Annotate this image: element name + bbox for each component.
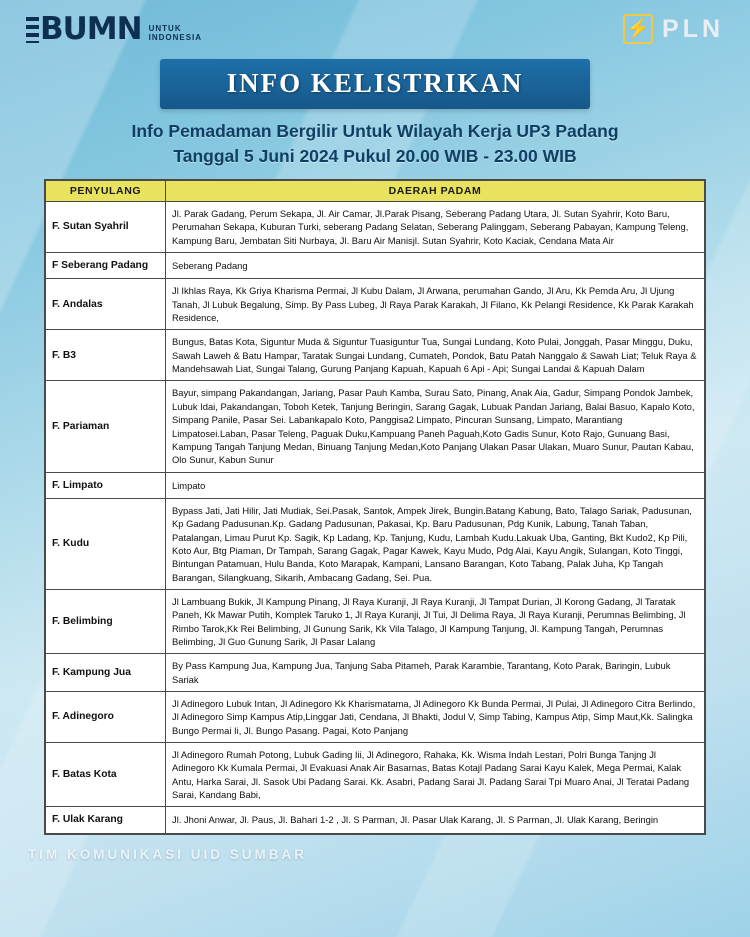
cell-daerah: Jl Adinegoro Rumah Potong, Lubuk Gading Iii, Jl Adinegoro, Rahaka, Kk. Wisma Indah Lestari, Polri Bunga Tanjng Jl Adinegoro Kk Kumala Permai, Jl Evakuasi Anak Air Basarnas, Batas Kotajl Padang Sarai Kayu Kalek, Mega Permai, Kalak Antu, Harka Sarai, Jl. Sasok Ubi Padang Sarai. Kk. Asabri, Padang Sarai Jl. Padang Sarai Tpi Muaro Anai, Jl Teratai Padang Sarai, Kandang Babi, <box>166 743 705 807</box>
bumn-tagline-line1: UNTUK <box>148 23 182 33</box>
cell-penyulang: F. Limpato <box>46 472 166 498</box>
bumn-wordmark <box>26 11 142 47</box>
table-row <box>46 807 705 833</box>
page-title: INFO KELISTRIKAN <box>226 68 524 98</box>
subtitle-block <box>0 121 750 167</box>
table-row <box>46 202 705 253</box>
table-row <box>46 472 705 498</box>
pln-logo <box>623 14 724 44</box>
cell-daerah: Bayur, simpang Pakandangan, Jariang, Pasar Pauh Kamba, Surau Sato, Pinang, Anak Aia, Gadur, Simpang Pondok Jambek, Lubuk Idai, Pakandangan, Toboh Ketek, Tanjung Beringin, Sarang Gagak, Lubuak Pandan Jariang, Balai Basuo, Kapalo Koto, Simpang Panile, Pasar Sei. Labankapalo Koto, Panggisa2 Limpato, Pincuran Sunsang, Limpato, Marantiang Limpatosei.Laban, Pasar Teleng, Paguak Duku,Kampuang Paneh Paguah,Koto Gadis Sunur, Koto Rajo, Gunuang Basi, Kampung Tangah Tanjung Medan, Binuang Tanjung Medan,Koto Panjang Ulakan Pasar Ulakan, Muaro Sunur, Pautan Kabau, Olo Sunur, Kabun Sunur <box>166 381 705 472</box>
bumn-bars-icon <box>26 17 39 43</box>
table-row <box>46 330 705 381</box>
subtitle-line-2: Tanggal 5 Juni 2024 Pukul 20.00 WIB - 23.00 WIB <box>173 146 577 166</box>
poster-header <box>0 0 750 45</box>
cell-daerah: Seberang Padang <box>166 253 705 279</box>
outage-table <box>45 180 705 834</box>
cell-penyulang: F. Kampung Jua <box>46 654 166 692</box>
table-row <box>46 743 705 807</box>
column-header-daerah-padam: DAERAH PADAM <box>166 181 705 202</box>
cell-penyulang: F. Adinegoro <box>46 692 166 743</box>
cell-penyulang: F. Andalas <box>46 279 166 330</box>
cell-penyulang: F. Batas Kota <box>46 743 166 807</box>
cell-daerah: Bypass Jati, Jati Hilir, Jati Mudiak, Sei.Pasak, Santok, Ampek Jirek, Bungin.Batang Kabung, Bato, Talago Sariak, Padusunan, Kp Gadang Padusunan.Kp. Gadang Padusunan, Pakasai, Kp. Baru Padusunan, Pdg Kunik, Labung, Tanah Taban, Patalangan, Limau Purut Kp. Sagik, Kp Ladang, Kp. Tanjung, Kudu, Lambah Kudu.Lakuak Uba, Ganting, Bkt Kudo2, Kp Pili, Koto Aur, Btg Piaman, Dr Tampah, Sarang Gagak, Pagar Kawek, Kayu Mudo, Pdg Alai, Kayu Angik, Sulangan, Koto Tinggi, Bintungan Patamuan, Hulu Banda, Koto Marapak, Kampani, Lansano Barangan, Koto Tabang, Palak Juha, Kp Tangah Barangan, Silangkuang, Sikarih, Ambacang Gadang, Sei. Pua. <box>166 498 705 589</box>
subtitle-line-1: Info Pemadaman Bergilir Untuk Wilayah Kerja UP3 Padang <box>131 121 619 141</box>
cell-penyulang: F. B3 <box>46 330 166 381</box>
cell-penyulang: F. Pariaman <box>46 381 166 472</box>
table-row <box>46 253 705 279</box>
cell-daerah: By Pass Kampung Jua, Kampung Jua, Tanjung Saba Pitameh, Parak Karambie, Tarantang, Koto Parak, Baringin, Lubuk Sariak <box>166 654 705 692</box>
table-row <box>46 654 705 692</box>
cell-daerah: Jl Ikhlas Raya, Kk Griya Kharisma Permai, Jl Kubu Dalam, Jl Arwana, perumahan Gando, Jl Aru, Kk Pemda Aru, Jl Ujung Tanah, Jl Lubuk Begalung, Simp. By Pass Lubeg, Jl Raya Parak Karakah, Jl Filano, Kk Pelangi Residence, Kk Parak Karakah Residence, <box>166 279 705 330</box>
bumn-logo <box>26 11 203 47</box>
column-header-penyulang: PENYULANG <box>46 181 166 202</box>
table-row <box>46 589 705 653</box>
pln-wordmark: PLN <box>662 14 724 43</box>
cell-daerah: Jl Lambuang Bukik, Jl Kampung Pinang, Jl Raya Kuranji, Jl Raya Kuranji, Jl Tampat Durian, Jl Korong Gadang, Jl Taratak Paneh, Kk Mawar Putih, Komplek Taruko 1, Jl Raya Kuranji, Jl Tui, Jl Delima Raya, Jl Raya Kuranji, Perumnas Belimbing, Jl Rimbo Tarok,Kk Rei Belimbing, Jl Gunung Sarik, Kk Vila Talago, Jl Kampung Tanjung, Jl. Kampung Tangah, Perumnas Belimbing, Jl Guo Gunung Sarik, Jl Pasar Lalang <box>166 589 705 653</box>
table-body <box>46 202 705 834</box>
cell-daerah: Jl Adinegoro Lubuk Intan, Jl Adinegoro Kk Kharismatama, Jl Adinegoro Kk Bunda Permai, Jl Pulai, Jl Adinegoro Citra Berlindo, Jl Adinegoro Simp Kampus Atip,Linggar Jati, Cendana, Jl Bhakti, Jodul V, Simp Tabing, Kampus Atip, Simp Maut,Kk. Salingka Bungo Permai Ii, Jl. Bungo Pasang. Pagai, Koto Panjang <box>166 692 705 743</box>
title-banner <box>160 59 590 109</box>
table-row <box>46 692 705 743</box>
cell-daerah: Limpato <box>166 472 705 498</box>
lightning-bolt-icon: ⚡ <box>623 14 653 44</box>
outage-table-container <box>44 179 706 835</box>
cell-daerah: Jl. Parak Gadang, Perum Sekapa, Jl. Air Camar, Jl.Parak Pisang, Seberang Padang Utara, Jl. Sutan Syahrir, Koto Baru, Perumahan Sekapa, Kuburan Turki, seberang Padang Selatan, Seberang Palinggam, Seberang Pabayan, Kampung Teleng, Kampung Baru, Jembatan Siti Nurbaya, Jl. Baru Air Manisjl. Sutan Syahrir, Koto Kaciak, Cendana Mata Air <box>166 202 705 253</box>
table-header <box>46 181 705 202</box>
cell-penyulang: F Seberang Padang <box>46 253 166 279</box>
cell-penyulang: F. Sutan Syahril <box>46 202 166 253</box>
table-row <box>46 279 705 330</box>
cell-penyulang: F. Kudu <box>46 498 166 589</box>
bumn-tagline <box>149 17 202 42</box>
cell-daerah: Bungus, Batas Kota, Siguntur Muda & Siguntur Tuasiguntur Tua, Sungai Lundang, Koto Pulai, Jonggah, Pasar Minggu, Duku, Sawah Laweh & Batu Hampar, Taratak Sungai Lundang, Cumateh, Pondok, Batu Patah Nanggalo & Sawah Liat; Teluk Raya & Mandehsawah Liat, Sungai Talang, Gurung Panjang Kapuah, Kapuah 6 Api - Api; Sungai Landai & Kapuah Dalam <box>166 330 705 381</box>
cell-penyulang: F. Belimbing <box>46 589 166 653</box>
table-row <box>46 381 705 472</box>
cell-penyulang: F. Ulak Karang <box>46 807 166 833</box>
bumn-logo-text: BUMN <box>40 11 142 47</box>
cell-daerah: Jl. Jhoni Anwar, Jl. Paus, Jl. Bahari 1-2 , Jl. S Parman, Jl. Pasar Ulak Karang, Jl. S Parman, Jl. Ulak Karang, Beringin <box>166 807 705 833</box>
table-row <box>46 498 705 589</box>
footer-text: TIM KOMUNIKASI UID SUMBAR <box>28 846 307 862</box>
table-header-row <box>46 181 705 202</box>
bumn-tagline-line2: INDONESIA <box>148 33 203 42</box>
